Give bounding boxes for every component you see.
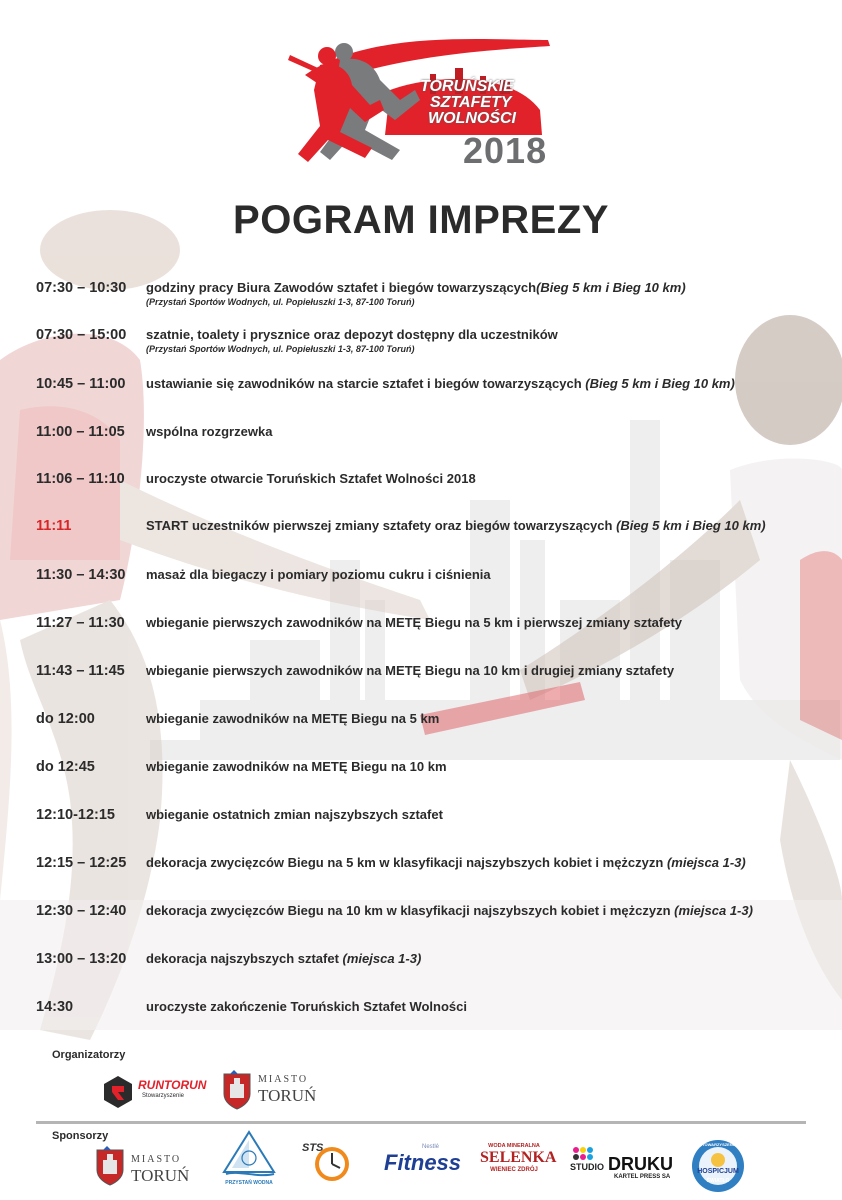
fitness-label: Fitness [384,1150,462,1175]
schedule-description-text: wbieganie pierwszych zawodników na METĘ Biegu na 5 km i pierwszej zmiany sztafety [146,615,683,630]
schedule-description [146,711,439,726]
schedule-description-text: masaż dla biegaczy i pomiary poziomu cukru i ciśnienia [146,567,491,582]
schedule-time: do 12:00 [36,711,95,727]
logo-line-3: WOLNOŚCI [428,110,516,127]
schedule-description-text: godziny pracy Biura Zawodów sztafet i biegów towarzyszących [146,280,537,295]
schedule-description-text: dekoracja zwycięzców Biegu na 10 km w klasyfikacji najszybszych kobiet i mężczyzn [146,903,675,918]
schedule-note: (miejsca 1-3) [342,951,422,966]
hospicjum-label: HOSPICJUM [697,1168,739,1175]
miasto-organizer-line-2: TORUŃ [258,1086,317,1105]
sponsors-label: Sponsorzy [52,1130,109,1142]
schedule-description-text: ustawianie się zawodników na starcie sztafet i biegów towarzyszących [146,376,586,391]
runtorun-name: RUNTORUN [138,1078,207,1092]
nestle-fitness-logo [384,1144,464,1180]
nestle-label: Nestlé [422,1144,440,1150]
schedule-time: 12:30 – 12:40 [36,903,127,919]
schedule-time: 11:00 – 11:05 [36,424,125,440]
schedule-description [146,615,682,630]
schedule-time: 10:45 – 11:00 [36,376,126,392]
schedule-description [146,759,447,774]
selenka-top-label: WODA MINERALNA [488,1143,540,1149]
schedule-description [146,999,467,1014]
organizers-label: Organizatorzy [52,1049,126,1061]
schedule-time: 13:00 – 13:20 [36,951,127,967]
logo-line-1: TORUŃSKIE [420,78,514,95]
schedule-note: (Bieg 5 km i Bieg 10 km) [616,518,766,533]
schedule-description-text: dekoracja najszybszych sztafet [146,951,343,966]
kartel-label: KARTEL PRESS SA [614,1174,671,1180]
schedule-description [146,327,558,342]
schedule-description [146,855,746,870]
sailboat-icon [218,1130,280,1180]
logo-line-2: SZTAFETY [430,94,512,111]
runtorun-emblem-icon [100,1074,136,1110]
schedule-location: (Przystań Sportów Wodnych, ul. Popiełuszki 1-3, 87-100 Toruń) [146,297,415,307]
schedule-time: 11:30 – 14:30 [36,567,126,583]
schedule-time: 07:30 – 10:30 [36,280,127,296]
sts-logo [302,1140,354,1184]
page-title: POGRAM IMPREZY [233,198,609,242]
selenka-label: SELENKA [480,1149,557,1166]
schedule-time: 07:30 – 15:00 [36,327,127,343]
studio-label: STUDIO [570,1162,605,1172]
selenka-logo [480,1143,557,1183]
hospicjum-logo [690,1138,746,1194]
schedule-time: 12:10-12:15 [36,807,115,823]
hospicjum-top-label: STOWARZYSZENIE [699,1142,737,1147]
color-dots-icon [572,1146,598,1160]
runtorun-subtitle: Stowarzyszenie [142,1093,185,1099]
schedule-description [146,903,753,918]
schedule-time: 11:11 [36,518,72,534]
event-logo [280,30,570,170]
schedule-description [146,518,766,533]
schedule-description-text: START uczestników pierwszej zmiany sztafety oraz biegów towarzyszących [146,518,617,533]
miasto-torun-sponsor-logo [95,1146,205,1188]
schedule-note: (miejsca 1-3) [666,855,746,870]
schedule-description-text: szatnie, toalety i prysznice oraz depozyt dostępny dla uczestników [146,327,558,342]
schedule-description-text: wbieganie zawodników na METĘ Biegu na 10 km [146,759,447,774]
schedule-description [146,567,491,582]
schedule-description [146,663,674,678]
schedule-description-text: wspólna rozgrzewka [146,424,273,439]
schedule-description-text: uroczyste zakończenie Toruńskich Sztafet Wolności [146,999,467,1014]
schedule-description-text: wbieganie zawodników na METĘ Biegu na 5 km [146,711,440,726]
sts-label: STS [302,1142,324,1154]
runtorun-logo [100,1072,210,1112]
studio-druku-logo [568,1146,678,1186]
miasto-organizer-line-1: MIASTO [258,1074,309,1085]
schedule-description [146,951,421,966]
schedule-time: 11:27 – 11:30 [36,615,125,631]
hospicjum-sub-label: ŚWIATŁO [706,1178,730,1184]
schedule-description [146,807,443,822]
schedule-location: (Przystań Sportów Wodnych, ul. Popiełuszki 1-3, 87-100 Toruń) [146,344,415,354]
druku-label: DRUKU [608,1154,673,1174]
schedule-note: (miejsca 1-3) [674,903,753,918]
schedule-time: 14:30 [36,999,74,1015]
schedule-time: do 12:45 [36,759,95,775]
przystan-label: PRZYSTAŃ WODNA [225,1180,273,1186]
miasto-sponsor-line-1: MIASTO [131,1154,182,1165]
przystan-wodna-logo [218,1130,280,1190]
schedule-description-text: wbieganie pierwszych zawodników na METĘ Biegu na 10 km i drugiej zmiany sztafety [146,663,675,678]
schedule-description-text: uroczyste otwarcie Toruńskich Sztafet Wolności 2018 [146,471,476,486]
schedule-time: 11:06 – 11:10 [36,471,125,487]
section-divider [36,1121,806,1124]
miasto-torun-organizer-logo [222,1070,332,1112]
schedule-description-text: wbieganie ostatnich zmian najszybszych sztafet [146,807,443,822]
schedule-description [146,280,686,295]
schedule-description [146,471,476,486]
schedule-description [146,376,735,391]
schedule-description-text: dekoracja zwycięzców Biegu na 5 km w klasyfikacji najszybszych kobiet i mężczyzn [146,855,667,870]
schedule-note: (Bieg 5 km i Bieg 10 km) [585,376,735,391]
schedule-time: 11:43 – 11:45 [36,663,125,679]
torun-crest-icon [222,1070,252,1110]
selenka-sub-label: WIENIEC ZDRÓJ [490,1167,538,1173]
schedule-note: (Bieg 5 km i Bieg 10 km) [536,280,686,295]
miasto-sponsor-line-2: TORUŃ [131,1166,190,1185]
schedule-time: 12:15 – 12:25 [36,855,127,871]
torun-crest-icon [95,1146,125,1186]
logo-year: 2018 [463,130,548,171]
schedule-description [146,424,272,439]
